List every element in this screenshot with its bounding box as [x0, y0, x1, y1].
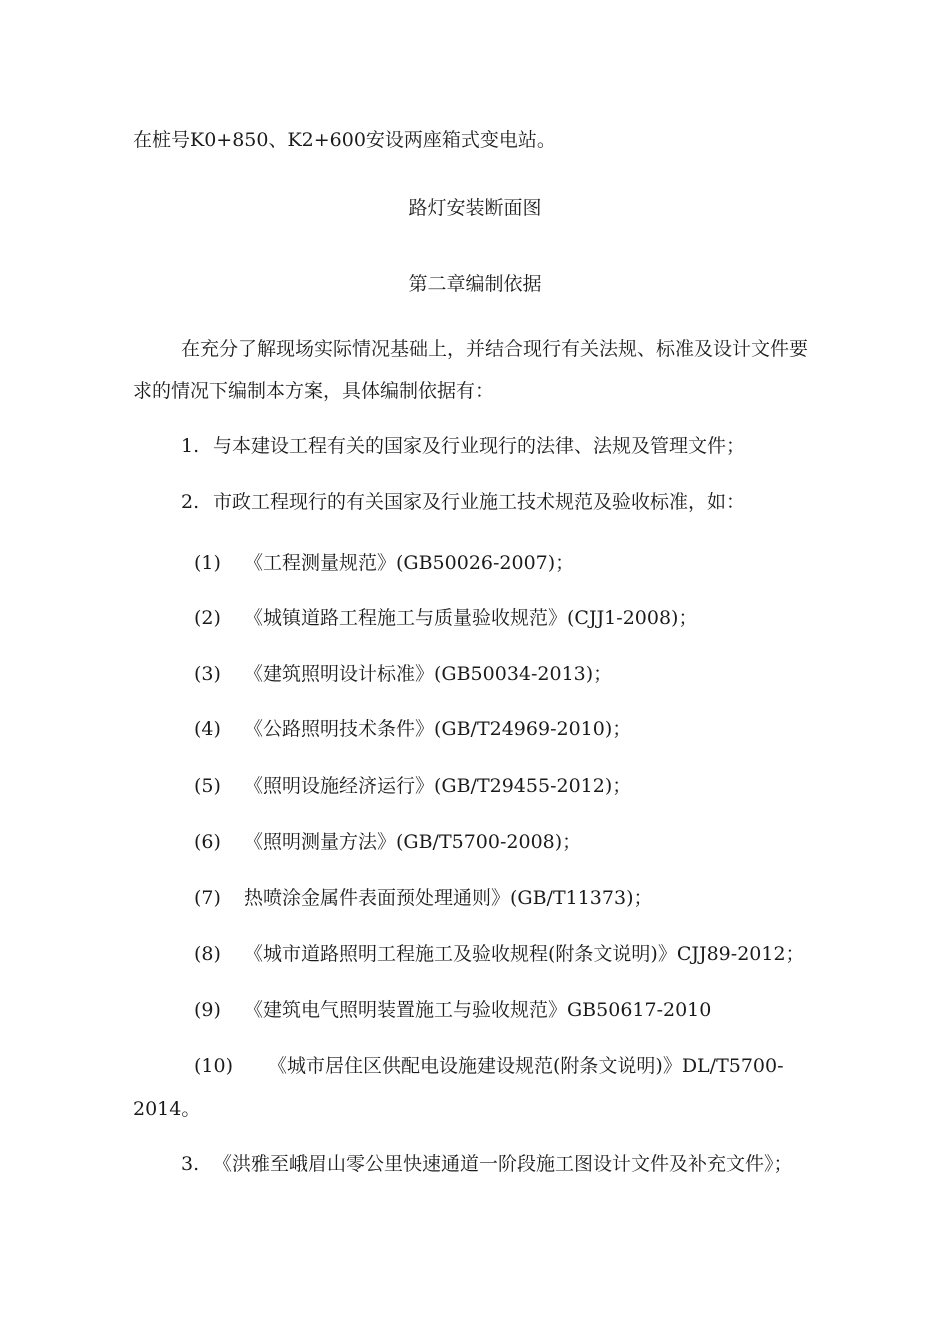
figure-caption: 路灯安装断面图: [408, 197, 542, 219]
sublist-text: 《城市道路照明工程施工及验收规程(附条文说明)》CJJ89-2012；: [244, 943, 805, 965]
sublist-number: (3): [194, 663, 221, 685]
paragraph-line-1: 在充分了解现场实际情况基础上，并结合现行有关法规、标准及设计文件要: [181, 338, 809, 360]
sublist-number: (7): [194, 887, 221, 909]
sublist-text: 《城镇道路工程施工与质量验收规范》(CJJ1-2008)；: [244, 607, 698, 629]
chapter-title: 第二章编制依据: [408, 273, 542, 295]
sublist-number: (6): [194, 831, 221, 853]
intro-tail-text: 在桩号K0+850、K2+600安设两座箱式变电站。: [133, 129, 556, 151]
list-text: 与本建设工程有关的国家及行业现行的法律、法规及管理文件；: [213, 435, 746, 457]
sublist-text: 《照明测量方法》(GB/T5700-2008)；: [244, 831, 582, 853]
sublist-number: (1): [194, 552, 221, 574]
sublist-text-continuation: 2014。: [133, 1098, 201, 1120]
sublist-text: 《城市居住区供配电设施建设规范(附条文说明)》DL/T5700-: [268, 1055, 784, 1077]
sublist-text: 《公路照明技术条件》(GB/T24969-2010)；: [244, 718, 632, 740]
sublist-number: (10): [194, 1055, 234, 1077]
sublist-text: 《建筑电气照明装置施工与验收规范》GB50617-2010: [244, 999, 712, 1021]
sublist-number: (9): [194, 999, 221, 1021]
sublist-text: 《照明设施经济运行》(GB/T29455-2012)；: [244, 775, 632, 797]
paragraph-line-2: 求的情况下编制本方案，具体编制依据有：: [133, 380, 495, 402]
list-number: 1.: [181, 435, 200, 457]
list-number: 2.: [181, 491, 200, 513]
list-text: 《洪雅至峨眉山零公里快速通道一阶段施工图设计文件及补充文件》；: [213, 1153, 793, 1175]
list-number: 3.: [181, 1153, 200, 1175]
sublist-number: (2): [194, 607, 221, 629]
sublist-text: 热喷涂金属件表面预处理通则》(GB/T11373)；: [244, 887, 653, 909]
sublist-number: (4): [194, 718, 221, 740]
sublist-text: 《建筑照明设计标准》(GB50034-2013)；: [244, 663, 613, 685]
sublist-number: (8): [194, 943, 221, 965]
sublist-number: (5): [194, 775, 221, 797]
sublist-text: 《工程测量规范》(GB50026-2007)；: [244, 552, 575, 574]
list-text: 市政工程现行的有关国家及行业施工技术规范及验收标准，如：: [213, 491, 746, 513]
